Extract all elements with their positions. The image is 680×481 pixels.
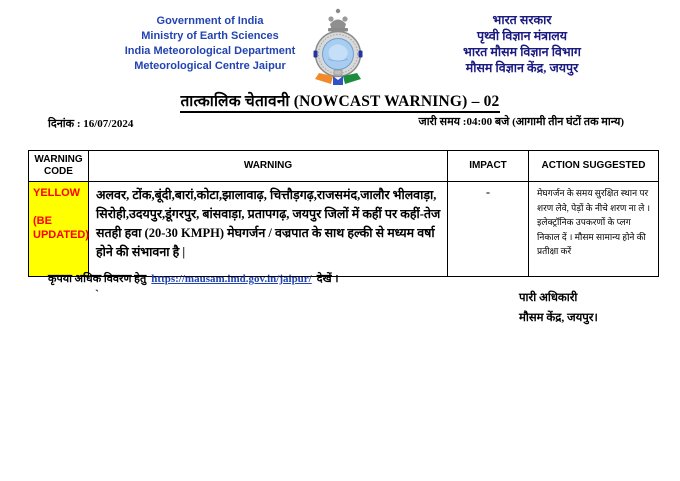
page-title <box>0 89 680 111</box>
col-header-impact: IMPACT <box>448 151 529 182</box>
header-english <box>112 14 308 74</box>
warning-table <box>28 150 659 277</box>
action-suggested-cell: मेघगर्जन के समय सुरक्षित स्थान पर शरण लेवे, पेड़ों के नीचे शरण ना ले । इलेक्ट्रॉनिक उपकरणों के प्लग निकाल दें । मौसम सामान्य होने की प्रतीक्षा करें <box>529 182 659 277</box>
col-header-warning: WARNING <box>89 151 448 182</box>
impact-cell: - <box>448 182 529 277</box>
more-info-suffix: देखें । <box>316 273 339 285</box>
header-hindi <box>402 12 642 76</box>
date-label: दिनांक : 16/07/2024 <box>48 118 134 130</box>
more-info-note <box>48 271 339 286</box>
header-hindi-line-1: भारत सरकार <box>492 13 552 27</box>
header-english-line-3: India Meteorological Department <box>124 45 296 57</box>
warning-text-cell: अलवर, टोंक,बूंदी,बारां,कोटा,झालावाढ़, चित्तौड़गढ़,राजसमंद,जालौर भीलवाड़ा, सिरोही,उदयपुर,डूंगरपुर, बांसवाड़ा, प्रतापगढ़, जयपुर जिलों में कहीं पर कहीं-तेज सतही हवा (20-30 KMPH) मेघगर्जन / वज्रपात के साथ हल्की से मध्यम वर्षा होने की संभावना है | <box>89 182 448 277</box>
issue-time-label: जारी समय :04:00 बजे (आगामी तीन घंटों तक मान्य) <box>418 116 624 128</box>
header-hindi-line-3: भारत मौसम विज्ञान विभाग <box>463 45 581 59</box>
warning-code-cell <box>29 182 89 277</box>
col-header-warning-code: WARNING CODE <box>29 151 89 182</box>
signature-office: मौसम केंद्र, जयपुर। <box>519 312 598 324</box>
signature-block <box>519 288 598 328</box>
warning-code-level: YELLOW <box>33 187 81 199</box>
table-row <box>29 182 659 277</box>
mausam-jaipur-link[interactable]: https://mausam.imd.gov.in/jaipur/ <box>151 273 312 285</box>
warning-code-note-line2: UPDATED) <box>33 229 90 241</box>
col-header-action-suggested: ACTION SUGGESTED <box>529 151 659 182</box>
header-hindi-line-2: पृथ्वी विज्ञान मंत्रालय <box>476 29 568 43</box>
more-info-prefix: कृपया अधिक विवरण हेतु <box>48 273 147 285</box>
page-title-text: तात्कालिक चेतावनी (NOWCAST WARNING) – 02 <box>180 93 499 113</box>
header-english-line-4: Meteorological Centre Jaipur <box>134 60 286 72</box>
header-english-line-1: Government of India <box>156 15 264 27</box>
header-english-line-2: Ministry of Earth Sciences <box>141 30 279 42</box>
imd-emblem-icon <box>306 7 370 87</box>
stray-mark: ` <box>95 287 99 301</box>
table-header-row <box>29 151 659 182</box>
header-hindi-line-4: मौसम विज्ञान केंद्र, जयपुर <box>465 61 579 75</box>
warning-code-note-line1: (BE <box>33 215 52 227</box>
signature-designation: पारी अधिकारी <box>519 292 578 304</box>
